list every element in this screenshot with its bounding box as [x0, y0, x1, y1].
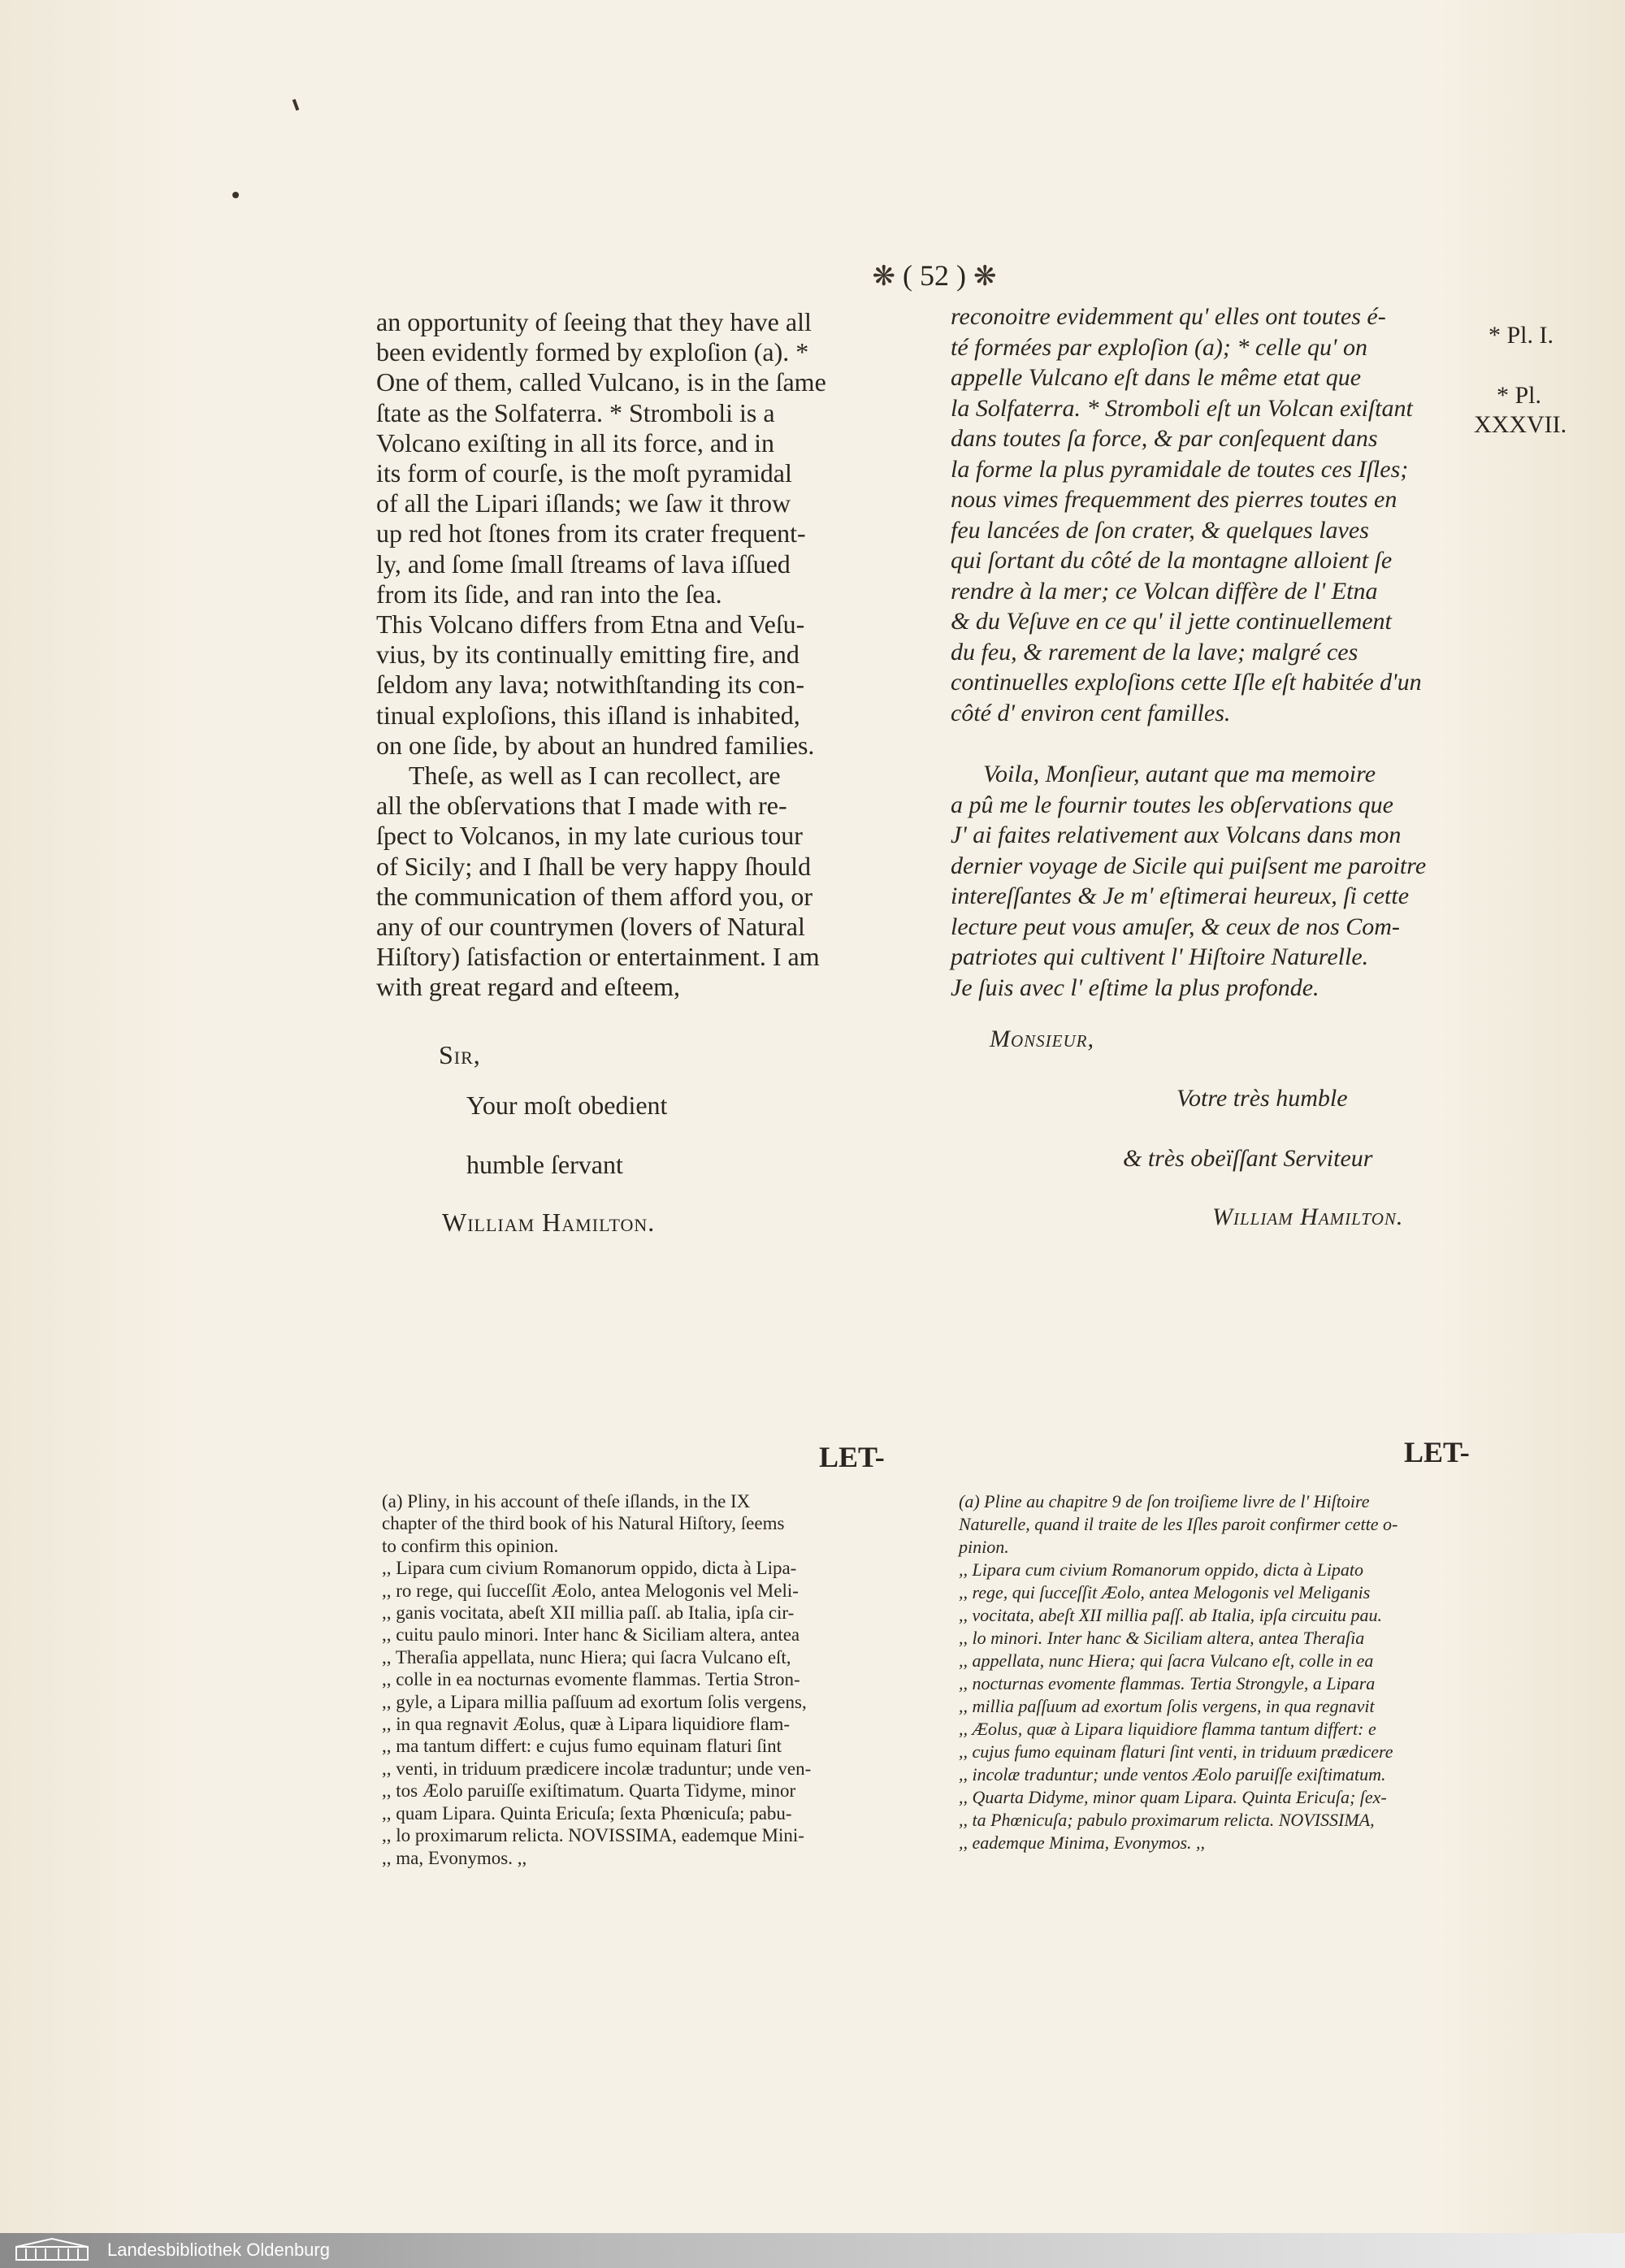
footnote-line: ,, cujus fumo equinam flaturi ſint venti, in triduum prædicere — [959, 1741, 1393, 1762]
text-line: with great regard and eſteem, — [376, 972, 681, 1002]
text-line: all the obſervations that I made with re- — [376, 791, 787, 821]
text-line: vius, by its continually emitting fire, and — [376, 640, 800, 670]
text-line: Voila, Monſieur, autant que ma memoire — [983, 761, 1376, 787]
footnote-line: ,, ma tantum differt: e cujus fumo equinam flaturi ſint — [382, 1736, 782, 1757]
text-line: a pû me le fournir toutes les obſervations que — [951, 791, 1393, 818]
text-line: ſtate as the Solfaterra. * Stromboli is a — [376, 397, 775, 427]
text-line: qui ſortant du côté de la montagne alloient ſe — [951, 547, 1393, 574]
english-salutation: Sir, — [439, 1040, 481, 1069]
text-line: tinual exploſions, this iſland is inhabited, — [376, 700, 800, 730]
text-line: nous vimes frequemment des pierres toutes en — [951, 486, 1398, 513]
footnote-line: pinion. — [959, 1537, 1009, 1557]
footnote-line: ,, quam Lipara. Quinta Ericuſa; ſexta Phœnicuſa; pabu- — [382, 1802, 792, 1824]
text-line: feu lancées de ſon crater, & quelques laves — [951, 516, 1369, 544]
margin-note-plate-1: * Pl. I. — [1488, 322, 1554, 349]
footnote-line: ,, incolæ traduntur; unde ventos Æolo paruiſſe exiſtimatum. — [959, 1764, 1386, 1784]
text-line: & du Veſuve en ce qu' il jette continuellement — [951, 608, 1392, 635]
footnote-line: ,, vocitata, abeſt XII millia paſſ. ab Italia, ipſa circuitu pau. — [959, 1605, 1383, 1625]
margin-note-plate-2-number: XXXVII. — [1474, 411, 1567, 438]
french-paragraph-1 — [951, 301, 1471, 728]
left-ornament-icon: ❋ — [872, 262, 895, 292]
text-line: Hiſtory) ſatisfaction or entertainment. I am — [376, 942, 820, 972]
footnote-line: ,, appellata, nunc Hiera; qui ſacra Vulcano eſt, colle in ea — [959, 1650, 1374, 1671]
footnote-line: ,, Quarta Didyme, minor quam Lipara. Quinta Ericuſa; ſex- — [959, 1787, 1387, 1807]
text-line: côté d' environ cent familles. — [951, 699, 1231, 726]
footnote-line: ,, ma, Evonymos. ,, — [382, 1847, 527, 1868]
text-line: the communication of them afford you, or — [376, 881, 813, 911]
text-line: patriotes qui cultivent l' Hiſtoire Naturelle. — [951, 943, 1369, 970]
english-paragraph-2 — [376, 761, 896, 1003]
french-column — [951, 301, 1471, 1003]
text-line: Volcano exiſting in all its force, and in — [376, 427, 774, 458]
text-line: la forme la plus pyramidale de toutes ces Iſles; — [951, 455, 1409, 483]
french-catchword: LET- — [1404, 1436, 1470, 1468]
footnote-line: ,, ta Phœnicuſa; pabulo proximarum relicta. NOVISSIMA, — [959, 1810, 1375, 1830]
english-column — [376, 307, 896, 1003]
page-number: ( 52 ) — [903, 259, 966, 292]
footnote-line: ,, Lipara cum civium Romanorum oppido, dicta à Lipato — [959, 1559, 1364, 1580]
text-line: reconoitre evidemment qu' elles ont toutes é- — [951, 303, 1386, 330]
text-line: from its ſide, and ran into the ſea. — [376, 579, 722, 609]
ink-speck — [232, 192, 239, 198]
footnote-line: ,, millia paſſuum ad exortum ſolis vergens, in qua regnavit — [959, 1696, 1375, 1716]
footnote-line: ,, Lipara cum civium Romanorum oppido, dicta à Lipa- — [382, 1558, 797, 1579]
footnote-line: Naturelle, quand il traite de les Iſles paroit confirmer cette o- — [959, 1514, 1398, 1534]
footnote-line: ,, ganis vocitata, abeſt XII millia paſſ. ab Italia, ipſa cir- — [382, 1602, 795, 1624]
text-line: dernier voyage de Sicile qui puiſsent me paroitre — [951, 852, 1427, 879]
footnote-line: ,, Æolus, quæ à Lipara liquidiore flamma tantum differt: e — [959, 1719, 1376, 1739]
footnote-line: to confirm this opinion. — [382, 1535, 559, 1556]
footnote-line: ,, nocturnas evomente flammas. Tertia Strongyle, a Lipara — [959, 1673, 1376, 1693]
footnote-line: ,, Theraſia appellata, nunc Hiera; qui ſacra Vulcano eſt, — [382, 1646, 791, 1667]
footnote-line: ,, gyle, a Lipara millia paſſuum ad exortum ſolis vergens, — [382, 1691, 807, 1712]
text-line: la Solfaterra. * Stromboli eſt un Volcan exiſtant — [951, 394, 1413, 422]
footnote-line: chapter of the third book of his Natural Hiſtory, ſeems — [382, 1513, 785, 1534]
footnote-line: (a) Pline au chapitre 9 de ſon troiſieme livre de l' Hiſtoire — [959, 1491, 1370, 1511]
english-signature: William Hamilton. — [442, 1208, 656, 1237]
english-paragraph-1 — [376, 307, 896, 761]
footnote-line: ,, eademque Minima, Evonymos. ,, — [959, 1832, 1206, 1853]
text-line: This Volcano differs from Etna and Veſu- — [376, 609, 805, 640]
footnote-line: ,, cuitu paulo minori. Inter hanc & Siciliam altera, antea — [382, 1624, 800, 1646]
text-line: appelle Vulcano eſt dans le même etat que — [951, 364, 1362, 391]
french-salutation: Monsieur, — [990, 1026, 1094, 1052]
french-paragraph-2 — [951, 759, 1471, 1003]
french-closing-2: & très obeïſſant Serviteur — [1123, 1145, 1373, 1172]
library-name: Landesbibliothek Oldenburg — [107, 2240, 330, 2260]
text-line: du feu, & rarement de la lave; malgré ces — [951, 638, 1358, 666]
english-footnote — [382, 1490, 902, 1869]
french-footnote — [959, 1490, 1479, 1854]
footnote-line: ,, tos Æolo paruiſſe exiſtimatum. Quarta Tidyme, minor — [382, 1780, 796, 1802]
right-ornament-icon: ❋ — [973, 262, 997, 292]
english-closing-1: Your moſt obedient — [466, 1091, 668, 1120]
footnote-line: ,, lo minori. Inter hanc & Siciliam altera, antea Theraſia — [959, 1628, 1365, 1648]
margin-note-plate-2: * Pl. — [1497, 382, 1542, 409]
text-line: J' ai faites relativement aux Volcans dans mon — [951, 822, 1402, 848]
text-line: up red hot ſtones from its crater frequent- — [376, 518, 806, 549]
french-signature: William Hamilton. — [1212, 1203, 1404, 1230]
footnote-line: (a) Pliny, in his account of theſe iſlands, in the IX — [382, 1491, 751, 1511]
footnote-line: ,, rege, qui ſucceſſit Æolo, antea Melogonis vel Meliganis — [959, 1582, 1371, 1602]
text-line: ſpect to Volcanos, in my late curious tour — [376, 821, 803, 851]
text-line: lecture peut vous amuſer, & ceux de nos Com- — [951, 913, 1400, 940]
text-line: Je ſuis avec l' eſtime la plus profonde. — [951, 974, 1320, 1001]
footnote-line: ,, colle in ea nocturnas evomente flammas. Tertia Stron- — [382, 1669, 800, 1690]
footnote-line: ,, in qua regnavit Æolus, quæ à Lipara liquidiore flam- — [382, 1714, 791, 1735]
footnote-line: ,, lo proximarum relicta. NOVISSIMA, eademque Mini- — [382, 1825, 804, 1846]
english-catchword: LET- — [819, 1441, 885, 1473]
text-line: intereſſantes & Je m' eſtimerai heureux, ſi cette — [951, 882, 1410, 909]
english-closing-2: humble ſervant — [466, 1150, 623, 1179]
text-line: dans toutes ſa force, & par conſequent dans — [951, 425, 1378, 452]
text-line: of Sicily; and I ſhall be very happy ſhould — [376, 851, 811, 881]
text-line: continuelles exploſions cette Iſle eſt habitée d'un — [951, 669, 1422, 696]
text-line: Theſe, as well as I can recollect, are — [409, 761, 781, 791]
text-line: One of them, called Vulcano, is in the ſame — [376, 367, 826, 397]
text-line: an opportunity of ſeeing that they have all — [376, 307, 812, 336]
page-header — [812, 258, 1056, 299]
text-line: its form of courſe, is the moſt pyramidal — [376, 458, 792, 488]
text-line: ſeldom any lava; notwithſtanding its con- — [376, 670, 805, 700]
text-line: té formées par exploſion (a); * celle qu' on — [951, 333, 1367, 361]
text-line: rendre à la mer; ce Volcan diffère de l' Etna — [951, 577, 1378, 605]
footnote-line: ,, venti, in triduum prædicere incolæ traduntur; unde ven- — [382, 1758, 812, 1779]
text-line: on one ſide, by about an hundred families. — [376, 730, 815, 760]
text-line: ly, and ſome ſmall ſtreams of lava iſſued — [376, 549, 791, 579]
text-line: been evidently formed by exploſion (a). * — [376, 337, 809, 367]
french-closing-1: Votre très humble — [1176, 1085, 1348, 1112]
text-line: any of our countrymen (lovers of Natural — [376, 912, 805, 942]
text-line: of all the Lipari iſlands; we ſaw it throw — [376, 488, 791, 518]
library-building-icon — [15, 2237, 89, 2261]
footnote-line: ,, ro rege, qui ſucceſſit Æolo, antea Melogonis vel Meli- — [382, 1580, 799, 1601]
